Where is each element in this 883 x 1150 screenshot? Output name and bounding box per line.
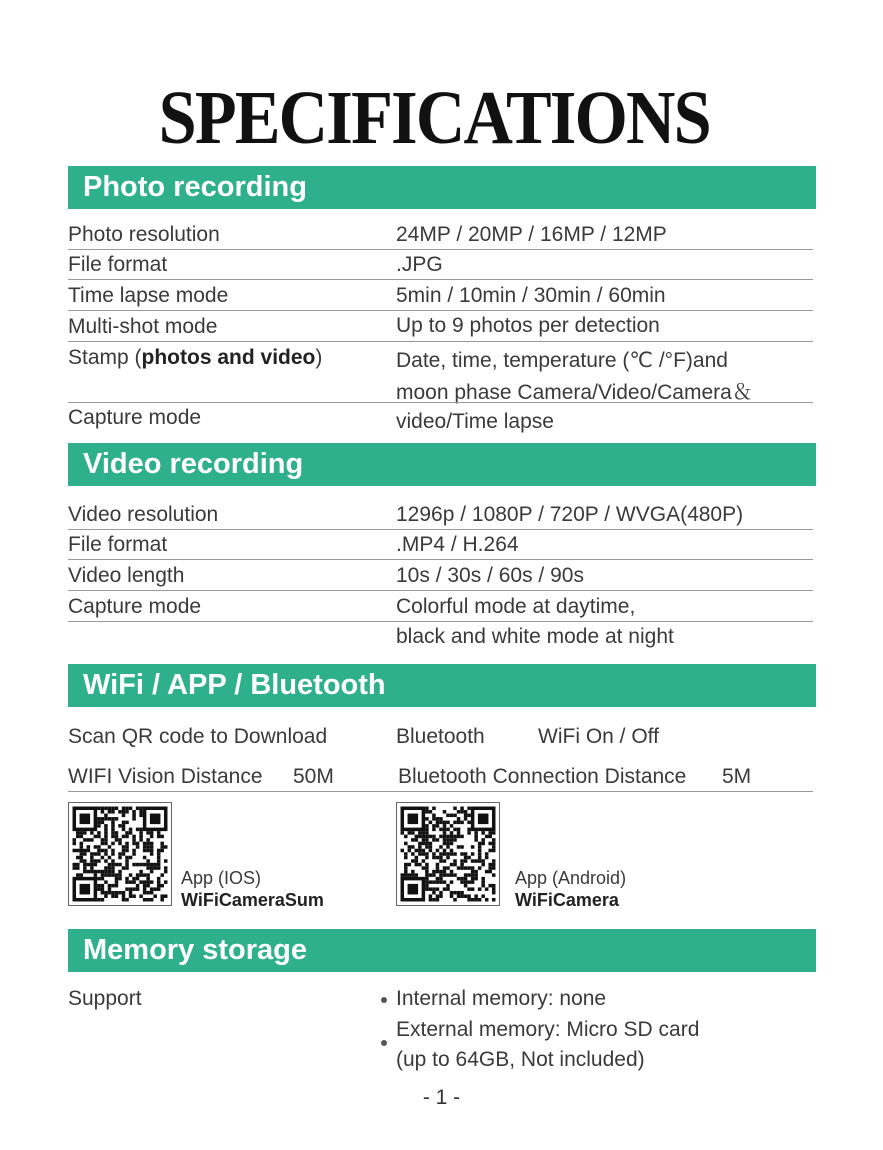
app-ios-platform: App (IOS) (181, 868, 262, 888)
spec-row-video-capture-mode (68, 591, 813, 622)
spec-value: Colorful mode at daytime, (396, 595, 636, 618)
memory-support-label: Support (68, 987, 142, 1010)
memory-item-external-line2: (up to 64GB, Not included) (396, 1048, 645, 1071)
stamp-value-line2: moon phase Camera/Video/Camera＆ (396, 381, 753, 404)
spec-label: Video resolution (68, 503, 219, 526)
spec-value: 24MP / 20MP / 16MP / 12MP (396, 223, 667, 246)
page-title: SPECIFICATIONS (158, 76, 710, 160)
spec-row-multi-shot (68, 311, 813, 342)
divider (68, 791, 813, 792)
page-number: - 1 - (422, 1086, 461, 1109)
spec-row-file-format (68, 249, 813, 280)
memory-item-internal: Internal memory: none (396, 987, 607, 1010)
wifi-onoff-label: WiFi On / Off (538, 725, 659, 748)
spec-value: Up to 9 photos per detection (396, 314, 660, 337)
spec-row-photo-resolution (68, 219, 813, 250)
spec-label: Time lapse mode (68, 284, 229, 307)
spec-value: .MP4 / H.264 (396, 533, 519, 556)
spec-label: File format (68, 533, 168, 556)
spec-label: Capture mode (68, 595, 202, 618)
section-header-memory: Memory storage (68, 929, 816, 972)
qr-code-android-icon[interactable] (396, 802, 500, 906)
spec-row-video-length (68, 560, 813, 591)
spec-label: Multi-shot mode (68, 315, 218, 338)
app-ios-name: WiFiCameraSum (181, 890, 324, 910)
spec-value: 1296p / 1080P / 720P / WVGA(480P) (396, 503, 744, 526)
spec-label: Photo resolution (68, 223, 220, 246)
bullet-icon (381, 1040, 387, 1046)
spec-value-capture-mode-line2: black and white mode at night (396, 625, 674, 648)
stamp-label-prefix: Stamp ( (68, 346, 142, 369)
spec-label: Video length (68, 564, 185, 587)
spec-label-capture-mode: Capture mode (68, 406, 202, 429)
divider (68, 402, 813, 403)
wifi-distance-value: 50M (293, 765, 334, 788)
stamp-value-line1: Date, time, temperature (℃ /°F)and (396, 349, 728, 372)
section-header-photo: Photo recording (68, 166, 816, 209)
spec-value: 10s / 30s / 60s / 90s (396, 564, 584, 587)
qr-code-ios-icon[interactable] (68, 802, 172, 906)
spec-row-time-lapse (68, 280, 813, 311)
wifi-distance-label: WIFI Vision Distance (68, 765, 263, 788)
spec-row-video-file-format (68, 529, 813, 560)
bt-distance-label: Bluetooth Connection Distance (398, 765, 687, 788)
stamp-label-bold: photos and video (141, 346, 316, 369)
section-header-video: Video recording (68, 443, 816, 486)
spec-value: .JPG (396, 253, 443, 276)
spec-label-stamp (68, 345, 322, 371)
bullet-icon (381, 997, 387, 1003)
spec-label: File format (68, 253, 168, 276)
app-android-platform: App (Android) (515, 868, 627, 888)
spec-value: 5min / 10min / 30min / 60min (396, 284, 666, 307)
app-android-name: WiFiCamera (515, 890, 619, 910)
memory-item-external: External memory: Micro SD card (396, 1018, 700, 1041)
bt-distance-value: 5M (722, 765, 752, 788)
scan-qr-label: Scan QR code to Download (68, 725, 328, 748)
section-header-wifi: WiFi / APP / Bluetooth (68, 664, 816, 707)
stamp-label-suffix: ) (315, 346, 323, 369)
spec-value-capture-mode: video/Time lapse (396, 410, 554, 433)
bluetooth-label: Bluetooth (396, 725, 485, 748)
spec-row-video-resolution (68, 499, 813, 530)
